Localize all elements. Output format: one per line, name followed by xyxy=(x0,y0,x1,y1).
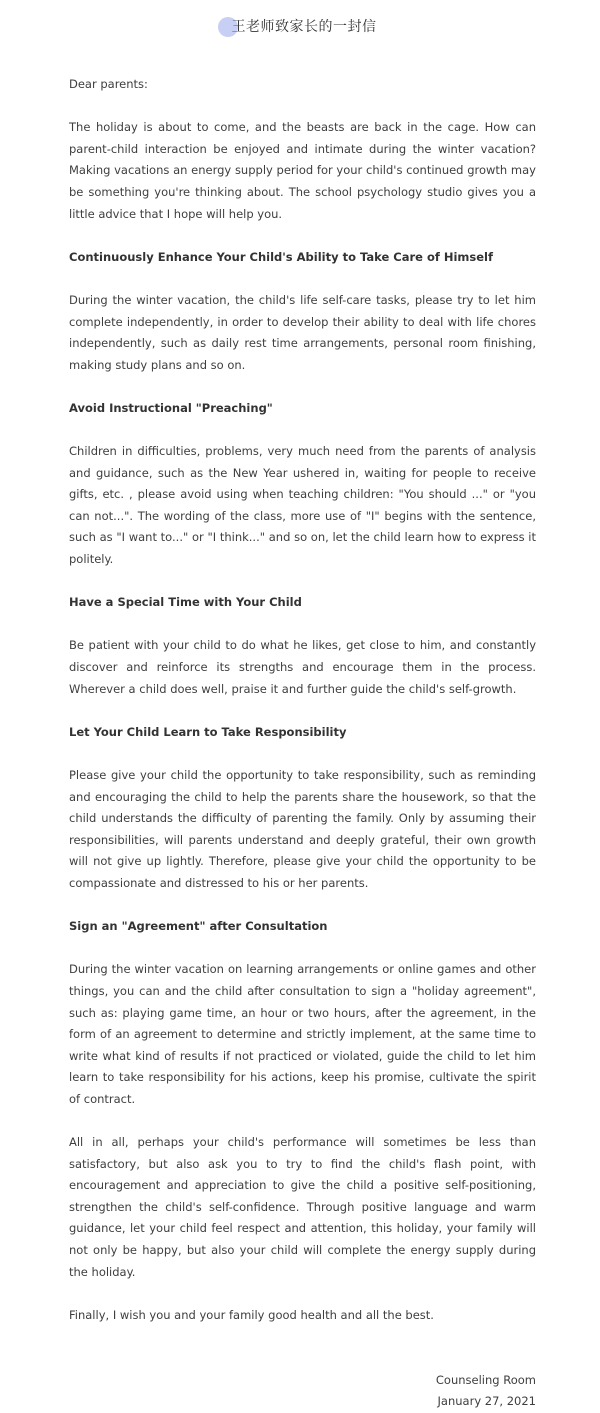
signature-date: January 27, 2021 xyxy=(437,1394,536,1409)
intro-paragraph: The holiday is about to come, and the beasts are back in the cage. How can parent-child interaction be enjoyed and intimate during the winter vacation? Making vacations an energy supply period for your child's continued growth may be something you're thinking about. The school psychology studio gives you a little advice that I hope will help you. xyxy=(69,120,536,221)
conclusion-paragraph: All in all, perhaps your child's performance will sometimes be less than satisfactory, but also ask you to try to find the child's flash point, with encouragement and appreciation to give the child a positive self-positioning, strengthen the child's self-confidence. Through positive language and warm guidance, let your child feel respect and attention, this holiday, your family will not only be happy, but also your child will complete the energy supply during the holiday. xyxy=(69,1135,536,1279)
page-title: 王老师致家长的一封信 xyxy=(231,19,377,35)
section-heading: Continuously Enhance Your Child's Ability to Take Care of Himself xyxy=(69,249,494,264)
section-heading: Have a Special Time with Your Child xyxy=(69,595,302,610)
article-header xyxy=(0,14,600,42)
section-paragraph: During the winter vacation, the child's life self-care tasks, please try to let him complete independently, in order to develop their ability to deal with life chores independently, such as daily rest time arrangements, personal room finishing, making study plans and so on. xyxy=(69,292,536,372)
signature: Counseling Room xyxy=(435,1372,536,1387)
letter-body xyxy=(69,74,536,1413)
closing-line: Finally, I wish you and your family good health and all the best. xyxy=(69,1307,434,1322)
section-paragraph: Be patient with your child to do what he likes, get close to him, and constantly discover and reinforce its strengths and encourage them in the process. Wherever a child does well, praise it and further guide the child's self-growth. xyxy=(69,638,536,696)
header-title-wrap xyxy=(224,14,377,40)
section-paragraph: Please give your child the opportunity to take responsibility, such as reminding and encouraging the child to help the parents share the housework, so that the child understands the difficulty of parenting the family. Only by assuming their responsibilities, will parents understand and deeply grateful, their own growth will not give up lightly. Therefore, please give your child the opportunity to be compassionate and distressed to his or her parents. xyxy=(69,768,536,890)
salutation: Dear parents: xyxy=(69,77,148,91)
section-paragraph: Children in difficulties, problems, very much need from the parents of analysis and guidance, such as the New Year ushered in, waiting for people to receive gifts, etc. , please avoid using when teaching children: "You should ..." or "you can not...". The wording of the class, more use of "I" begins with the sentence, such as "I want to..." or "I think..." and so on, let the child learn how to express it politely. xyxy=(69,444,536,567)
section-paragraph: During the winter vacation on learning arrangements or online games and other things, you can and the child after consultation to sign a "holiday agreement", such as: playing game time, an hour or two hours, after the agreement, in the form of an agreement to determine and strictly implement, at the same time to write what kind of results if not practiced or violated, guide the child to let him learn to take responsibility for his actions, keep his promise, cultivate the spirit of contract. xyxy=(69,962,536,1106)
section-heading: Avoid Instructional "Preaching" xyxy=(69,400,273,415)
section-heading: Let Your Child Learn to Take Responsibility xyxy=(69,724,347,739)
section-heading: Sign an "Agreement" after Consultation xyxy=(69,919,328,934)
